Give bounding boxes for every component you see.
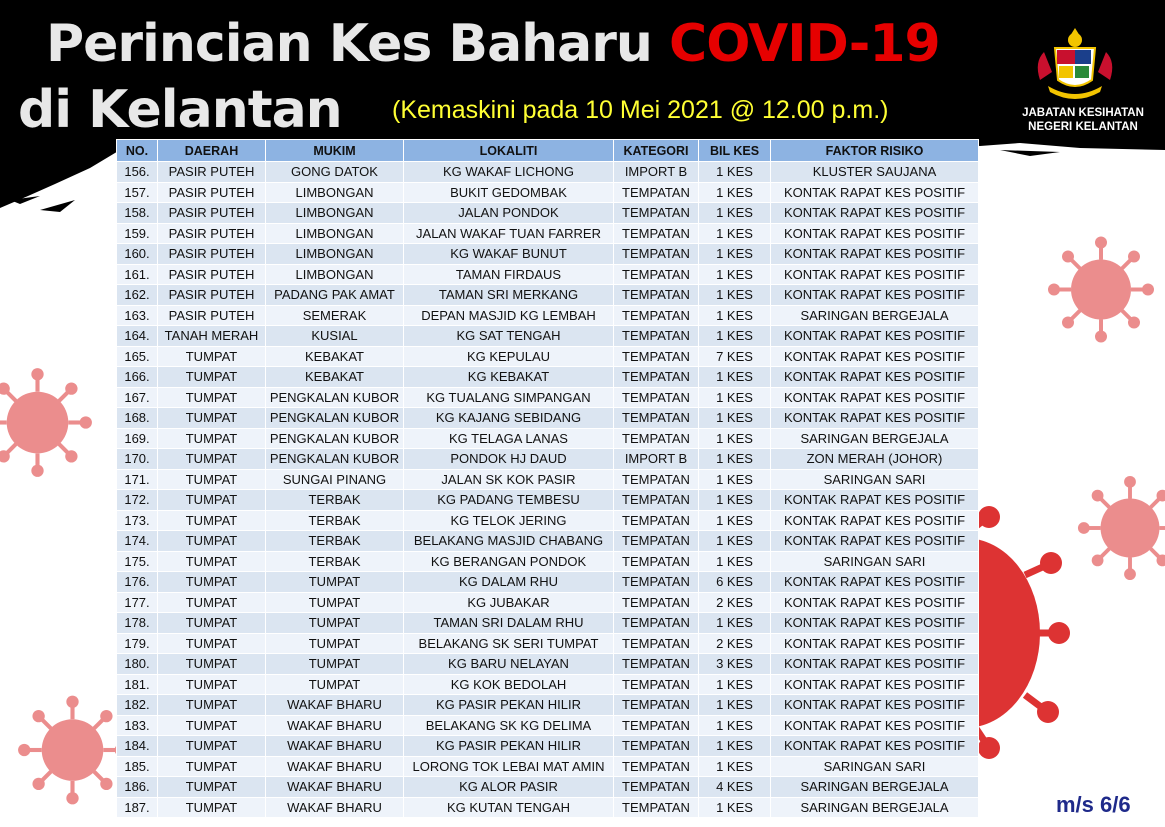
cell-faktor-risiko: SARINGAN SARI xyxy=(771,469,979,490)
table-row xyxy=(117,223,979,244)
cell-faktor-risiko: KONTAK RAPAT KES POSITIF xyxy=(771,223,979,244)
cell-daerah: TUMPAT xyxy=(158,756,266,777)
cell-lokaliti: TAMAN FIRDAUS xyxy=(404,264,614,285)
cell-bil-kes: 2 KES xyxy=(699,633,771,654)
cell-mukim: WAKAF BHARU xyxy=(266,736,404,757)
col-header-daerah: DAERAH xyxy=(158,140,266,162)
cell-kategori: TEMPATAN xyxy=(614,531,699,552)
cell-bil-kes: 2 KES xyxy=(699,592,771,613)
cell-daerah: TUMPAT xyxy=(158,777,266,798)
cell-kategori: TEMPATAN xyxy=(614,428,699,449)
cell-faktor-risiko: KONTAK RAPAT KES POSITIF xyxy=(771,695,979,716)
cell-bil-kes: 1 KES xyxy=(699,674,771,695)
cell-no: 172. xyxy=(117,490,158,511)
agency-line2: NEGERI KELANTAN xyxy=(1028,121,1138,133)
cell-faktor-risiko: KONTAK RAPAT KES POSITIF xyxy=(771,715,979,736)
cell-kategori: TEMPATAN xyxy=(614,715,699,736)
cell-no: 164. xyxy=(117,326,158,347)
cell-faktor-risiko: KLUSTER SAUJANA xyxy=(771,162,979,183)
cell-faktor-risiko: KONTAK RAPAT KES POSITIF xyxy=(771,264,979,285)
cell-faktor-risiko: KONTAK RAPAT KES POSITIF xyxy=(771,182,979,203)
cell-daerah: PASIR PUTEH xyxy=(158,223,266,244)
table-row xyxy=(117,408,979,429)
table-row xyxy=(117,203,979,224)
cell-bil-kes: 1 KES xyxy=(699,428,771,449)
cell-daerah: TUMPAT xyxy=(158,654,266,675)
cell-kategori: TEMPATAN xyxy=(614,592,699,613)
cell-faktor-risiko: KONTAK RAPAT KES POSITIF xyxy=(771,674,979,695)
cell-lokaliti: TAMAN SRI MERKANG xyxy=(404,285,614,306)
cell-lokaliti: KG PASIR PEKAN HILIR xyxy=(404,695,614,716)
cell-no: 173. xyxy=(117,510,158,531)
agency-name xyxy=(1008,106,1158,134)
cell-lokaliti: KG TELAGA LANAS xyxy=(404,428,614,449)
cell-lokaliti: KG KEBAKAT xyxy=(404,367,614,388)
virus-decoration-right-top xyxy=(1045,232,1157,347)
cell-lokaliti: JALAN PONDOK xyxy=(404,203,614,224)
cell-faktor-risiko: KONTAK RAPAT KES POSITIF xyxy=(771,572,979,593)
cell-bil-kes: 1 KES xyxy=(699,797,771,818)
cell-kategori: TEMPATAN xyxy=(614,285,699,306)
cell-no: 182. xyxy=(117,695,158,716)
cell-no: 181. xyxy=(117,674,158,695)
cell-daerah: TUMPAT xyxy=(158,387,266,408)
cell-kategori: TEMPATAN xyxy=(614,203,699,224)
cell-bil-kes: 1 KES xyxy=(699,613,771,634)
cell-daerah: PASIR PUTEH xyxy=(158,203,266,224)
cell-kategori: TEMPATAN xyxy=(614,244,699,265)
cell-bil-kes: 1 KES xyxy=(699,715,771,736)
col-header-mukim: MUKIM xyxy=(266,140,404,162)
cell-mukim: PENGKALAN KUBOR xyxy=(266,408,404,429)
cell-daerah: TUMPAT xyxy=(158,592,266,613)
table-row xyxy=(117,346,979,367)
cell-mukim: WAKAF BHARU xyxy=(266,797,404,818)
cell-kategori: TEMPATAN xyxy=(614,572,699,593)
cell-faktor-risiko: KONTAK RAPAT KES POSITIF xyxy=(771,654,979,675)
cell-lokaliti: KG KOK BEDOLAH xyxy=(404,674,614,695)
cell-lokaliti: BUKIT GEDOMBAK xyxy=(404,182,614,203)
cell-mukim: GONG DATOK xyxy=(266,162,404,183)
cell-daerah: TUMPAT xyxy=(158,572,266,593)
table-row xyxy=(117,797,979,818)
cases-table xyxy=(116,139,979,818)
cell-daerah: TUMPAT xyxy=(158,674,266,695)
table-row xyxy=(117,695,979,716)
cell-daerah: TUMPAT xyxy=(158,428,266,449)
cell-daerah: TUMPAT xyxy=(158,531,266,552)
cell-no: 163. xyxy=(117,305,158,326)
cell-lokaliti: KG KUTAN TENGAH xyxy=(404,797,614,818)
table-row xyxy=(117,777,979,798)
cell-no: 179. xyxy=(117,633,158,654)
cell-mukim: WAKAF BHARU xyxy=(266,715,404,736)
cell-mukim: TERBAK xyxy=(266,531,404,552)
cell-faktor-risiko: SARINGAN BERGEJALA xyxy=(771,428,979,449)
table-row xyxy=(117,367,979,388)
cell-lokaliti: LORONG TOK LEBAI MAT AMIN xyxy=(404,756,614,777)
cell-bil-kes: 1 KES xyxy=(699,531,771,552)
page-title-line2: di Kelantan xyxy=(18,80,342,140)
virus-decoration-left-bottom xyxy=(15,690,130,810)
cell-no: 157. xyxy=(117,182,158,203)
cell-mukim: PENGKALAN KUBOR xyxy=(266,428,404,449)
cell-daerah: TANAH MERAH xyxy=(158,326,266,347)
cell-mukim: TUMPAT xyxy=(266,674,404,695)
cell-kategori: TEMPATAN xyxy=(614,223,699,244)
cell-lokaliti: KG JUBAKAR xyxy=(404,592,614,613)
cell-mukim: KUSIAL xyxy=(266,326,404,347)
cell-kategori: TEMPATAN xyxy=(614,551,699,572)
cell-mukim: TUMPAT xyxy=(266,592,404,613)
cell-lokaliti: KG WAKAF BUNUT xyxy=(404,244,614,265)
cell-no: 186. xyxy=(117,777,158,798)
col-header-bil-kes: BIL KES xyxy=(699,140,771,162)
cell-faktor-risiko: KONTAK RAPAT KES POSITIF xyxy=(771,633,979,654)
cell-mukim: LIMBONGAN xyxy=(266,203,404,224)
cell-faktor-risiko: KONTAK RAPAT KES POSITIF xyxy=(771,408,979,429)
table-row xyxy=(117,674,979,695)
virus-decoration-right-mid xyxy=(1075,472,1165,584)
table-row xyxy=(117,736,979,757)
cell-daerah: PASIR PUTEH xyxy=(158,182,266,203)
cell-bil-kes: 1 KES xyxy=(699,367,771,388)
cell-kategori: TEMPATAN xyxy=(614,797,699,818)
title-highlight: COVID-19 xyxy=(669,14,940,74)
cell-no: 167. xyxy=(117,387,158,408)
cell-kategori: TEMPATAN xyxy=(614,264,699,285)
cell-no: 166. xyxy=(117,367,158,388)
cell-faktor-risiko: KONTAK RAPAT KES POSITIF xyxy=(771,285,979,306)
table-row xyxy=(117,244,979,265)
cell-daerah: TUMPAT xyxy=(158,551,266,572)
cell-mukim: TERBAK xyxy=(266,510,404,531)
cell-lokaliti: KG TUALANG SIMPANGAN xyxy=(404,387,614,408)
cell-no: 174. xyxy=(117,531,158,552)
cell-faktor-risiko: ZON MERAH (JOHOR) xyxy=(771,449,979,470)
table-row xyxy=(117,510,979,531)
cell-no: 177. xyxy=(117,592,158,613)
table-row xyxy=(117,756,979,777)
cell-no: 168. xyxy=(117,408,158,429)
cell-daerah: TUMPAT xyxy=(158,633,266,654)
cell-bil-kes: 1 KES xyxy=(699,408,771,429)
cell-no: 156. xyxy=(117,162,158,183)
table-row xyxy=(117,449,979,470)
table-row xyxy=(117,305,979,326)
cell-no: 171. xyxy=(117,469,158,490)
cell-bil-kes: 1 KES xyxy=(699,162,771,183)
cell-daerah: PASIR PUTEH xyxy=(158,264,266,285)
cell-kategori: TEMPATAN xyxy=(614,613,699,634)
cell-lokaliti: KG BERANGAN PONDOK xyxy=(404,551,614,572)
cell-bil-kes: 7 KES xyxy=(699,346,771,367)
cell-lokaliti: KG BARU NELAYAN xyxy=(404,654,614,675)
cell-bil-kes: 1 KES xyxy=(699,490,771,511)
cell-kategori: TEMPATAN xyxy=(614,654,699,675)
cell-lokaliti: DEPAN MASJID KG LEMBAH xyxy=(404,305,614,326)
cell-daerah: TUMPAT xyxy=(158,469,266,490)
table-row xyxy=(117,387,979,408)
table-row xyxy=(117,490,979,511)
table-row xyxy=(117,613,979,634)
table-row xyxy=(117,469,979,490)
cell-mukim: WAKAF BHARU xyxy=(266,756,404,777)
cell-bil-kes: 1 KES xyxy=(699,387,771,408)
cell-mukim: TERBAK xyxy=(266,490,404,511)
cell-lokaliti: KG DALAM RHU xyxy=(404,572,614,593)
update-note: (Kemaskini pada 10 Mei 2021 @ 12.00 p.m.) xyxy=(392,96,889,124)
table-row xyxy=(117,633,979,654)
cell-mukim: LIMBONGAN xyxy=(266,223,404,244)
cell-bil-kes: 1 KES xyxy=(699,736,771,757)
cell-mukim: WAKAF BHARU xyxy=(266,695,404,716)
cell-mukim: PADANG PAK AMAT xyxy=(266,285,404,306)
cell-daerah: TUMPAT xyxy=(158,408,266,429)
cell-kategori: TEMPATAN xyxy=(614,490,699,511)
cell-daerah: TUMPAT xyxy=(158,715,266,736)
cell-no: 159. xyxy=(117,223,158,244)
cell-lokaliti: TAMAN SRI DALAM RHU xyxy=(404,613,614,634)
cell-bil-kes: 1 KES xyxy=(699,695,771,716)
cell-lokaliti: KG WAKAF LICHONG xyxy=(404,162,614,183)
cell-no: 183. xyxy=(117,715,158,736)
cell-no: 165. xyxy=(117,346,158,367)
cell-bil-kes: 1 KES xyxy=(699,756,771,777)
col-header-faktor-risiko: FAKTOR RISIKO xyxy=(771,140,979,162)
cell-kategori: IMPORT B xyxy=(614,449,699,470)
cell-no: 160. xyxy=(117,244,158,265)
cell-bil-kes: 6 KES xyxy=(699,572,771,593)
cell-daerah: TUMPAT xyxy=(158,510,266,531)
cell-no: 185. xyxy=(117,756,158,777)
virus-decoration-left-mid xyxy=(0,365,95,480)
cell-faktor-risiko: KONTAK RAPAT KES POSITIF xyxy=(771,490,979,511)
cell-faktor-risiko: SARINGAN BERGEJALA xyxy=(771,797,979,818)
cell-mukim: TUMPAT xyxy=(266,654,404,675)
table-row xyxy=(117,428,979,449)
cell-bil-kes: 1 KES xyxy=(699,305,771,326)
cell-bil-kes: 1 KES xyxy=(699,285,771,306)
cell-lokaliti: JALAN SK KOK PASIR xyxy=(404,469,614,490)
cell-no: 170. xyxy=(117,449,158,470)
cell-mukim: LIMBONGAN xyxy=(266,244,404,265)
cell-daerah: PASIR PUTEH xyxy=(158,162,266,183)
cell-no: 162. xyxy=(117,285,158,306)
cell-daerah: PASIR PUTEH xyxy=(158,244,266,265)
table-row xyxy=(117,264,979,285)
cell-faktor-risiko: KONTAK RAPAT KES POSITIF xyxy=(771,736,979,757)
table-row xyxy=(117,162,979,183)
cell-daerah: TUMPAT xyxy=(158,449,266,470)
cell-lokaliti: KG KEPULAU xyxy=(404,346,614,367)
table-row xyxy=(117,326,979,347)
cell-lokaliti: BELAKANG SK KG DELIMA xyxy=(404,715,614,736)
table-row xyxy=(117,531,979,552)
table-row xyxy=(117,715,979,736)
cell-mukim: PENGKALAN KUBOR xyxy=(266,449,404,470)
cell-bil-kes: 1 KES xyxy=(699,203,771,224)
table-row xyxy=(117,572,979,593)
cell-mukim: SUNGAI PINANG xyxy=(266,469,404,490)
cell-no: 158. xyxy=(117,203,158,224)
table-row xyxy=(117,654,979,675)
cell-kategori: TEMPATAN xyxy=(614,387,699,408)
cell-faktor-risiko: SARINGAN SARI xyxy=(771,551,979,572)
cell-lokaliti: KG SAT TENGAH xyxy=(404,326,614,347)
cell-lokaliti: KG TELOK JERING xyxy=(404,510,614,531)
cell-bil-kes: 1 KES xyxy=(699,223,771,244)
cell-lokaliti: KG PASIR PEKAN HILIR xyxy=(404,736,614,757)
cell-lokaliti: KG PADANG TEMBESU xyxy=(404,490,614,511)
cell-faktor-risiko: KONTAK RAPAT KES POSITIF xyxy=(771,326,979,347)
cell-kategori: TEMPATAN xyxy=(614,326,699,347)
cell-kategori: TEMPATAN xyxy=(614,777,699,798)
cell-bil-kes: 1 KES xyxy=(699,551,771,572)
cell-faktor-risiko: SARINGAN BERGEJALA xyxy=(771,777,979,798)
cell-mukim: WAKAF BHARU xyxy=(266,777,404,798)
cell-no: 176. xyxy=(117,572,158,593)
page-title xyxy=(46,14,940,74)
cell-lokaliti: BELAKANG SK SERI TUMPAT xyxy=(404,633,614,654)
cell-mukim: TUMPAT xyxy=(266,613,404,634)
cell-lokaliti: JALAN WAKAF TUAN FARRER xyxy=(404,223,614,244)
cell-no: 175. xyxy=(117,551,158,572)
table-row xyxy=(117,182,979,203)
cell-kategori: TEMPATAN xyxy=(614,367,699,388)
cell-mukim: KEBAKAT xyxy=(266,346,404,367)
cell-daerah: TUMPAT xyxy=(158,346,266,367)
cell-mukim: TERBAK xyxy=(266,551,404,572)
cell-bil-kes: 4 KES xyxy=(699,777,771,798)
table-body xyxy=(117,162,979,818)
cell-faktor-risiko: SARINGAN BERGEJALA xyxy=(771,305,979,326)
cell-kategori: TEMPATAN xyxy=(614,633,699,654)
cell-no: 180. xyxy=(117,654,158,675)
table-header-row xyxy=(117,140,979,162)
cell-bil-kes: 1 KES xyxy=(699,326,771,347)
cell-lokaliti: KG ALOR PASIR xyxy=(404,777,614,798)
cell-daerah: TUMPAT xyxy=(158,695,266,716)
cell-lokaliti: PONDOK HJ DAUD xyxy=(404,449,614,470)
cell-mukim: SEMERAK xyxy=(266,305,404,326)
cell-mukim: LIMBONGAN xyxy=(266,264,404,285)
cell-no: 161. xyxy=(117,264,158,285)
cell-daerah: TUMPAT xyxy=(158,613,266,634)
cell-faktor-risiko: KONTAK RAPAT KES POSITIF xyxy=(771,510,979,531)
col-header-lokaliti: LOKALITI xyxy=(404,140,614,162)
cell-bil-kes: 1 KES xyxy=(699,449,771,470)
cell-daerah: TUMPAT xyxy=(158,490,266,511)
cell-bil-kes: 1 KES xyxy=(699,510,771,531)
page-number: m/s 6/6 xyxy=(1056,792,1131,817)
cell-kategori: TEMPATAN xyxy=(614,346,699,367)
cell-kategori: IMPORT B xyxy=(614,162,699,183)
cell-kategori: TEMPATAN xyxy=(614,674,699,695)
cell-bil-kes: 1 KES xyxy=(699,244,771,265)
cell-no: 187. xyxy=(117,797,158,818)
cell-daerah: TUMPAT xyxy=(158,367,266,388)
cell-daerah: TUMPAT xyxy=(158,797,266,818)
cell-faktor-risiko: KONTAK RAPAT KES POSITIF xyxy=(771,346,979,367)
cell-kategori: TEMPATAN xyxy=(614,469,699,490)
cell-faktor-risiko: KONTAK RAPAT KES POSITIF xyxy=(771,244,979,265)
cell-mukim: PENGKALAN KUBOR xyxy=(266,387,404,408)
cell-no: 178. xyxy=(117,613,158,634)
cell-faktor-risiko: KONTAK RAPAT KES POSITIF xyxy=(771,592,979,613)
cell-bil-kes: 1 KES xyxy=(699,182,771,203)
col-header-no: NO. xyxy=(117,140,158,162)
cell-daerah: PASIR PUTEH xyxy=(158,285,266,306)
cell-kategori: TEMPATAN xyxy=(614,305,699,326)
cell-faktor-risiko: KONTAK RAPAT KES POSITIF xyxy=(771,387,979,408)
agency-line1: JABATAN KESIHATAN xyxy=(1022,107,1144,119)
cell-lokaliti: KG KAJANG SEBIDANG xyxy=(404,408,614,429)
cell-bil-kes: 3 KES xyxy=(699,654,771,675)
cell-kategori: TEMPATAN xyxy=(614,736,699,757)
cell-kategori: TEMPATAN xyxy=(614,408,699,429)
cell-kategori: TEMPATAN xyxy=(614,756,699,777)
cell-daerah: TUMPAT xyxy=(158,736,266,757)
cell-faktor-risiko: KONTAK RAPAT KES POSITIF xyxy=(771,613,979,634)
cell-mukim: TUMPAT xyxy=(266,633,404,654)
cell-mukim: LIMBONGAN xyxy=(266,182,404,203)
cell-no: 184. xyxy=(117,736,158,757)
cell-mukim: KEBAKAT xyxy=(266,367,404,388)
table-row xyxy=(117,551,979,572)
cell-kategori: TEMPATAN xyxy=(614,510,699,531)
cell-bil-kes: 1 KES xyxy=(699,264,771,285)
cell-mukim: TUMPAT xyxy=(266,572,404,593)
coat-of-arms-logo xyxy=(1030,22,1120,104)
table-row xyxy=(117,592,979,613)
cell-faktor-risiko: KONTAK RAPAT KES POSITIF xyxy=(771,367,979,388)
table-row xyxy=(117,285,979,306)
cell-lokaliti: BELAKANG MASJID CHABANG xyxy=(404,531,614,552)
cell-no: 169. xyxy=(117,428,158,449)
cell-kategori: TEMPATAN xyxy=(614,695,699,716)
cell-kategori: TEMPATAN xyxy=(614,182,699,203)
cell-faktor-risiko: KONTAK RAPAT KES POSITIF xyxy=(771,203,979,224)
col-header-kategori: KATEGORI xyxy=(614,140,699,162)
cell-faktor-risiko: SARINGAN SARI xyxy=(771,756,979,777)
title-part1: Perincian Kes Baharu xyxy=(46,14,652,74)
cell-daerah: PASIR PUTEH xyxy=(158,305,266,326)
cell-bil-kes: 1 KES xyxy=(699,469,771,490)
cell-faktor-risiko: KONTAK RAPAT KES POSITIF xyxy=(771,531,979,552)
